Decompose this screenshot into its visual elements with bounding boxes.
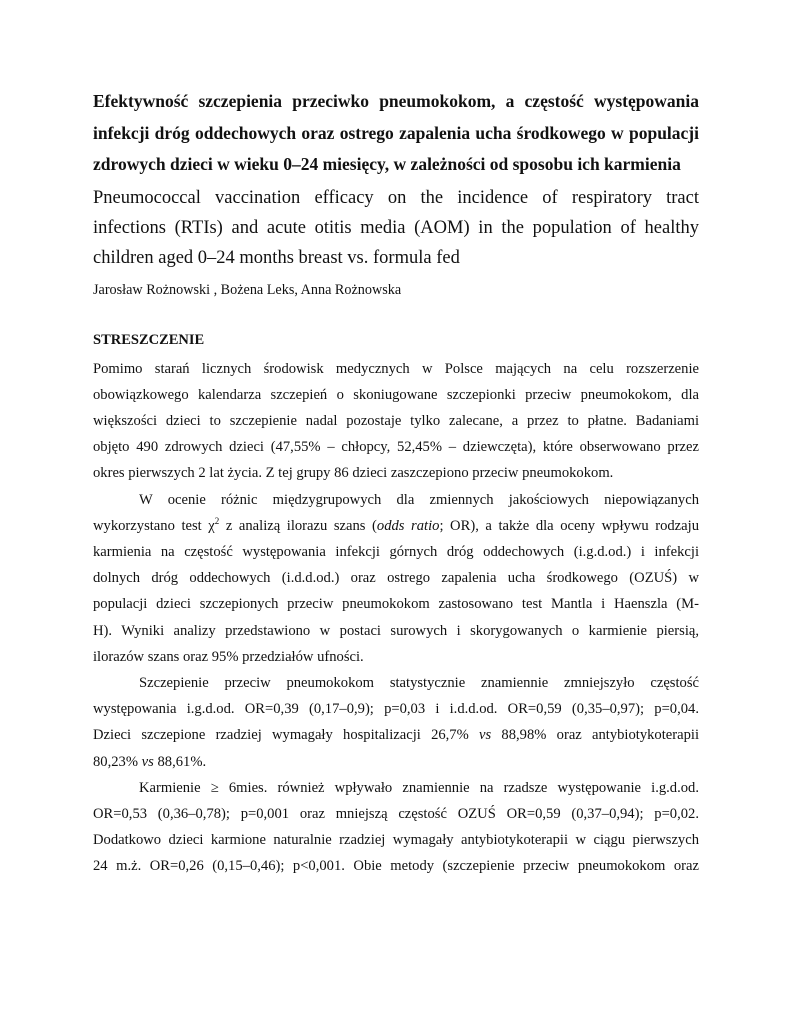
text-line: Szczepienie przeciw pneumokokom statystycznie znamiennie zmniejszyło częstość (139, 674, 699, 691)
text-line: populacji dzieci szczepionych przeciw pneumokokom zastosowano test Mantla i Haenszla (M- (93, 596, 699, 613)
text-line: dolnych dróg oddechowych (i.d.d.od.) oraz ostrego zapalenia ucha środkowego (OZUŚ) w (93, 570, 699, 587)
text-line: objęto 490 zdrowych dzieci (47,55% – chłopcy, 52,45% – dziewczęta), które obserwowano przez (93, 439, 699, 456)
abstract-paragraph-3 (93, 670, 699, 775)
text-line: Dodatkowo dzieci karmione naturalnie rzadziej wymagały antybiotykoterapii w ciągu pierwszych (93, 832, 699, 849)
document-page (93, 86, 699, 880)
authors: Jarosław Rożnowski , Bożena Leks, Anna Rożnowska (93, 281, 402, 298)
title-polish: Efektywność szczepienia przeciwko pneumokokom, a częstość występowania infekcji dróg oddechowych oraz ostrego zapalenia ucha środkowego w populacji zdrowych dzieci w wieku 0–24 miesięcy, w zależności od sposobu ich karmienia (93, 91, 699, 174)
text-line: występowania i.g.d.od. OR=0,39 (0,17–0,9); p=0,03 i i.d.d.od. OR=0,59 (0,35–0,97); p=0,04. (93, 701, 699, 718)
text-line: 24 m.ż. OR=0,26 (0,15–0,46); p<0,001. Obie metody (szczepienie przeciw pneumokokom oraz (93, 858, 699, 875)
abstract-paragraph-2 (93, 487, 699, 670)
text-line: obowiązkowego kalendarza szczepień o skoniugowane szczepionki przeciw pneumokokom, dla (93, 386, 699, 403)
section-heading: STRESZCZENIE (93, 331, 205, 348)
text-line: W ocenie różnic międzygrupowych dla zmiennych jakościowych niepowiązanych (139, 491, 699, 508)
text-line: Dzieci szczepione rzadziej wymagały hospitalizacji 26,7% vs 88,98% oraz antybiotykoterapii (93, 727, 700, 744)
text-line: okres pierwszych 2 lat życia. Z tej grupy 86 dzieci zaszczepiono przeciw pneumokokom. (93, 465, 614, 482)
text-line: Karmienie ≥ 6mies. również wpływało znamiennie na rzadsze występowanie i.g.d.od. (139, 779, 699, 796)
text-line: karmienia na częstość występowania infekcji górnych dróg oddechowych (i.g.d.od.) i infekcji (93, 543, 699, 560)
text-line: wykorzystano test $\chi^2$ z analizą ilorazu szans (odds ratio; OR), a także dla oceny wpływu rodzaju (93, 515, 699, 534)
text-line: Pomimo starań licznych środowisk medycznych w Polsce mających na celu rozszerzenie (93, 360, 699, 377)
title-english: Pneumococcal vaccination efficacy on the incidence of respiratory tract infections (RTIs) and acute otitis media (AOM) in the population of healthy children aged 0–24 months breast vs. formula fed (93, 187, 699, 268)
text-line: OR=0,53 (0,36–0,78); p=0,001 oraz mniejszą częstość OZUŚ OR=0,59 (0,37–0,94); p=0,02. (93, 805, 699, 822)
text-line: większości dzieci to szczepienie nadal pozostaje tylko zalecane, a przez to płatne. Badaniami (93, 412, 699, 429)
text-line: 80,23% vs 88,61%. (93, 753, 207, 770)
abstract-paragraph-1 (93, 356, 699, 487)
text-line: H). Wyniki analizy przedstawiono w postaci surowych i skorygowanych o karmienie piersią, (93, 622, 699, 639)
text-line: ilorazów szans oraz 95% przedziałów ufności. (93, 648, 364, 665)
abstract-paragraph-4 (93, 775, 699, 880)
